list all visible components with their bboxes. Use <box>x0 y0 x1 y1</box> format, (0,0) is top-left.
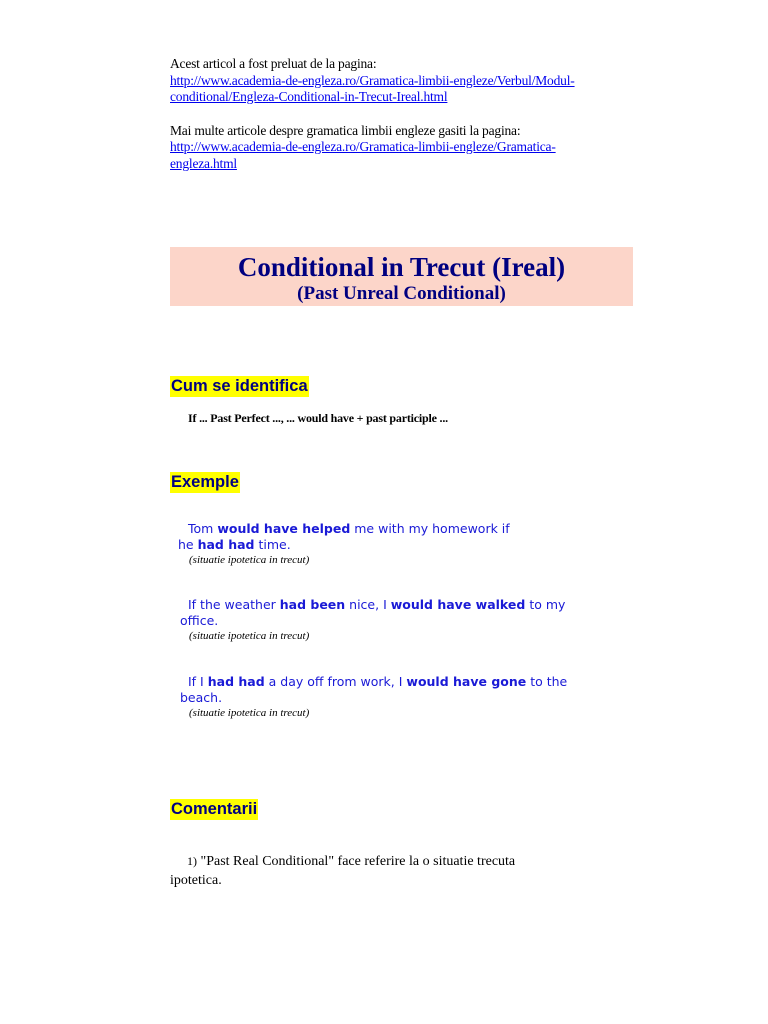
title-box <box>170 247 633 306</box>
example-1-note: (situatie ipotetica in trecut) <box>189 554 310 566</box>
example-3-note: (situatie ipotetica in trecut) <box>189 707 310 719</box>
example-3: If I had had a day off from work, I would have gone to the beach. <box>180 674 568 705</box>
heading-identify: Cum se identifica <box>171 377 308 395</box>
source-link-2[interactable]: http://www.academia-de-engleza.ro/Gramatica-limbii-engleze/Gramatica- engleza.html <box>170 139 556 171</box>
example-2-note: (situatie ipotetica in trecut) <box>189 630 310 642</box>
more-articles-text: Mai multe articole despre gramatica limbii engleze gasiti la pagina: <box>170 122 521 138</box>
source-intro: Acest articol a fost preluat de la pagina: <box>170 56 377 71</box>
comment-1: 1) "Past Real Conditional" face referire la o situatie trecuta ipotetica. <box>170 854 516 888</box>
page-title: Conditional in Trecut (Ireal) <box>237 252 566 282</box>
heading-examples: Exemple <box>171 473 239 491</box>
example-1: Tom would have helped me with my homework if he had had time. <box>178 521 510 552</box>
example-2: If the weather had been nice, I would have walked to my office. <box>180 597 566 628</box>
formula-text: If ... Past Perfect ..., ... would have + past participle ... <box>188 411 448 425</box>
page-subtitle: (Past Unreal Conditional) <box>297 283 506 304</box>
source-info <box>170 56 640 172</box>
source-link-1[interactable]: http://www.academia-de-engleza.ro/Gramatica-limbii-engleze/Verbul/Modul- conditional/Engleza-Conditional-in-Trecut-Ireal.html <box>170 72 575 104</box>
heading-comments: Comentarii <box>171 800 258 818</box>
